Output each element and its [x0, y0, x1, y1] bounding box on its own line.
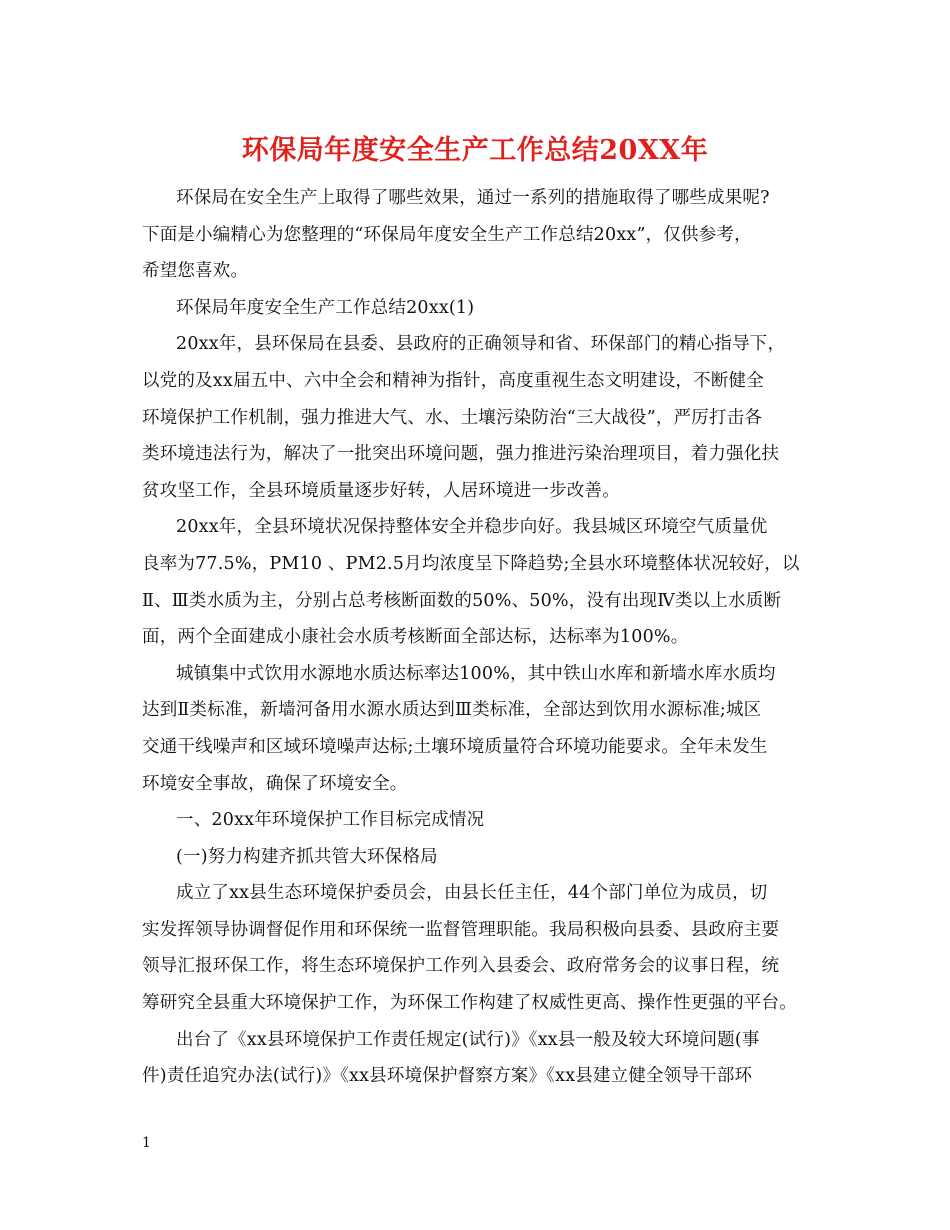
text-line: 成立了xx县生态环境保护委员会，由县长任主任，44个部门单位为成员，切	[176, 883, 768, 904]
text-line: 贫攻坚工作，全县环境质量逐步好转，人居环境进一步改善。	[142, 480, 620, 501]
text-line: 环境安全事故，确保了环境安全。	[142, 773, 408, 794]
text-line: 面，两个全面建成小康社会水质考核断面全部达标，达标率为100%。	[142, 627, 689, 648]
text-line: 领导汇报环保工作，将生态环境保护工作列入县委会、政府常务会的议事日程，统	[142, 956, 780, 977]
paragraph-environment-status	[142, 509, 812, 655]
paragraph-regulations	[142, 1022, 812, 1095]
paragraph-committee	[142, 875, 812, 1021]
paragraph-overview	[142, 326, 812, 509]
text-line: 希望您喜欢。	[142, 261, 249, 282]
text-line: 20xx年，县环保局在县委、县政府的正确领导和省、环保部门的精心指导下，	[176, 334, 786, 355]
section-heading	[142, 290, 812, 327]
document-title: 环保局年度安全生产工作总结20XX年	[241, 135, 709, 166]
text-line: 交通干线噪声和区域环境噪声达标;土壤环境质量符合环境功能要求。全年未发生	[142, 736, 768, 757]
subsection-heading	[142, 839, 812, 876]
text-line: 以党的及xx届五中、六中全会和精神为指针，高度重视生态文明建设，不断健全	[142, 370, 764, 391]
text-line: 达到Ⅱ类标准，新墙河备用水源水质达到Ⅲ类标准，全部达到饮用水源标准;城区	[142, 700, 762, 721]
document-body	[142, 180, 812, 1095]
text-line: 环境保护工作机制，强力推进大气、水、土壤污染防治“三大战役”，严厉打击各	[142, 407, 763, 428]
text-line: 筹研究全县重大环境保护工作，为环保工作构建了权威性更高、操作性更强的平台。	[142, 993, 797, 1014]
text-line: (一)努力构建齐抓共管大环保格局	[176, 846, 438, 867]
text-line: 城镇集中式饮用水源地水质达标率达100%，其中铁山水库和新墙水库水质均	[176, 663, 776, 684]
text-line: 件)责任追究办法(试行)》《xx县环境保护督察方案》《xx县建立健全领导干部环	[142, 1066, 753, 1087]
section-heading	[142, 802, 812, 839]
text-line: 出台了《xx县环境保护工作责任规定(试行)》《xx县一般及较大环境问题(事	[176, 1029, 760, 1050]
text-line: 一、20xx年环境保护工作目标完成情况	[176, 810, 485, 831]
text-line: 下面是小编精心为您整理的“环保局年度安全生产工作总结20xx”，仅供参考，	[142, 224, 752, 245]
text-line: 环保局在安全生产上取得了哪些效果，通过一系列的措施取得了哪些成果呢?	[176, 188, 770, 208]
text-line: Ⅱ、Ⅲ类水质为主，分别占总考核断面数的50%、50%，没有出现Ⅳ类以上水质断	[142, 590, 782, 611]
text-line: 环保局年度安全生产工作总结20xx(1)	[176, 297, 475, 318]
text-line: 实发挥领导协调督促作用和环保统一监督管理职能。我局积极向县委、县政府主要	[142, 919, 780, 940]
paragraph-intro	[142, 180, 812, 290]
text-line: 良率为77.5%，PM10 、PM2.5月均浓度呈下降趋势;全县水环境整体状况较好，以	[142, 553, 800, 574]
paragraph-water-quality	[142, 656, 812, 802]
page-number: 1	[142, 1135, 151, 1151]
text-line: 类环境违法行为，解决了一批突出环境问题，强力推进污染治理项目，着力强化扶	[142, 444, 780, 465]
text-line: 20xx年，全县环境状况保持整体安全并稳步向好。我县城区环境空气质量优	[176, 517, 768, 538]
